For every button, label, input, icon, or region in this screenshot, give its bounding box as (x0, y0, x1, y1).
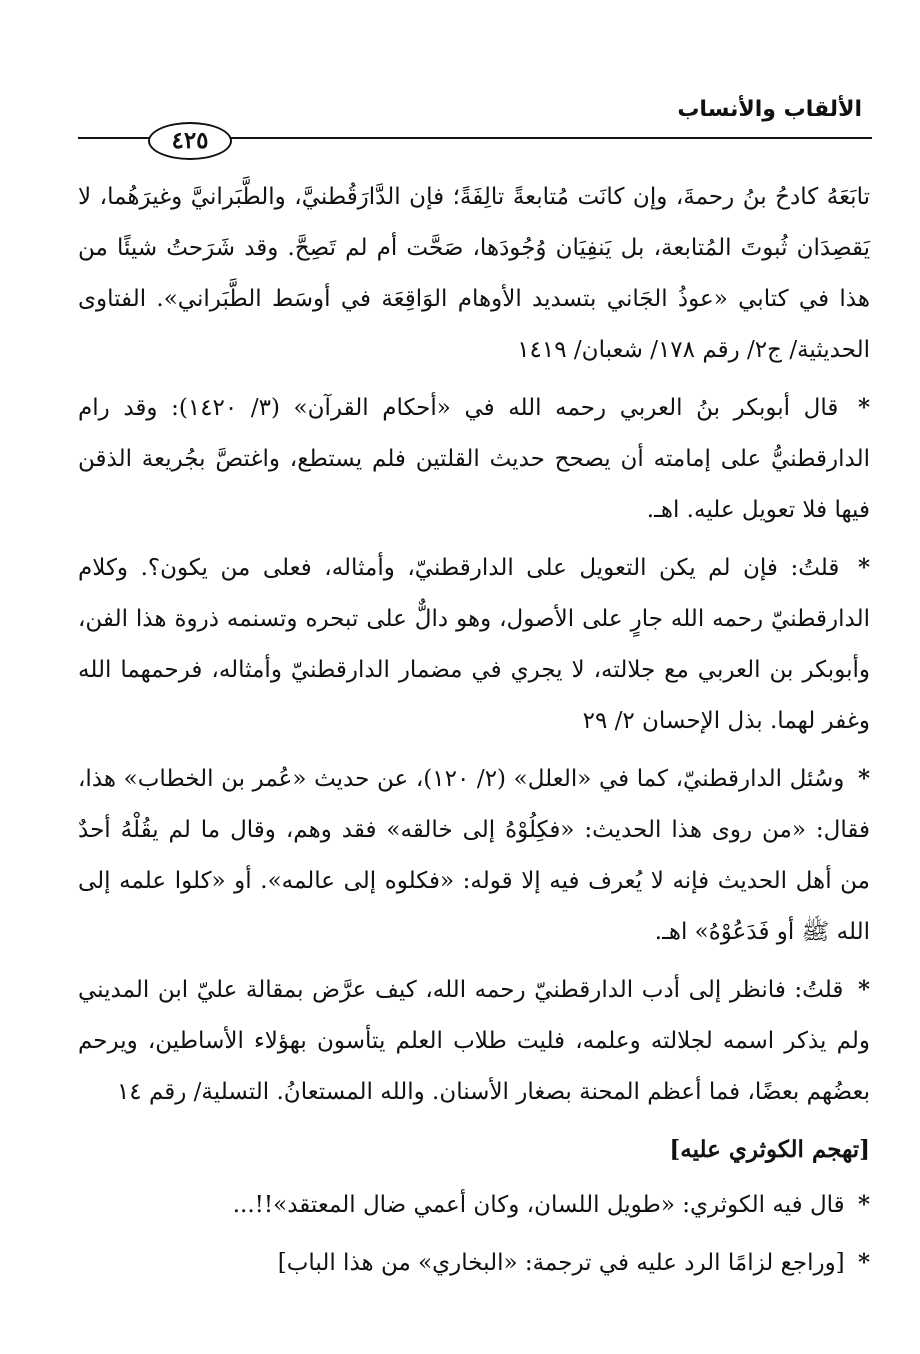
paragraph-4-text: وسُئل الدارقطنيّ، كما في «العلل» (٢/ ١٢٠)، عن حديث «عُمر بن الخطاب» هذا، فقال: «من روى هذا الحديث: «فكِلُوْهُ إلى خالقه» فقد وهم، وقال ما لم يقُلْهُ أحدٌ من أهل الحديث فإنه لا يُعرف فيه إلا قوله: «فكلوه إلى عالمه». أو «كلوا علمه إلى الله ﷺ أو فَدَعُوْهُ» اهـ. (78, 766, 870, 945)
paragraph-2-text: قال أبوبكر بنُ العربي رحمه الله في «أحكام القرآن» (٣/ ١٤٢٠): وقد رام الدارقطنيُّ على إمامته أن يصحح حديث القلتين فلم يستطع، واغتصَّ بجُريعة الذقن فيها فلا تعويل عليه. اهـ. (78, 395, 870, 523)
paragraph-3 (78, 542, 870, 747)
paragraph-1-text: تابَعَهُ كادحُ بنُ رحمةَ، وإن كانَت مُتابعةً تالِفَةً؛ فإن الدَّارَقُطنيَّ، والطَّبَرانيَّ وغيرَهُما، لا يَقصِدَان ثُبوتَ المُتابعة، بل يَنفِيَان وُجُودَها، صَحَّت أم لم تَصِحَّ. وقد شَرَحتُ شيئًا من هذا في كتابي «عوذُ الجَاني بتسديد الأوهام الوَاقِعَة في أوسَط الطَّبَراني». الفتاوى الحديثية/ ج٢/ رقم ١٧٨/ شعبان/ ١٤١٩ (78, 184, 870, 363)
section-item-2-text: [وراجع لزامًا الرد عليه في ترجمة: «البخاري» من هذا الباب] (277, 1250, 845, 1276)
section-item-1-text: قال فيه الكوثري: «طويل اللسان، وكان أعمي ضال المعتقد»!!... (232, 1192, 845, 1218)
paragraph-5 (78, 964, 870, 1118)
running-title: الألقاب والأنساب (677, 97, 862, 122)
section-item-1 (78, 1179, 870, 1231)
paragraph-3-text: قلتُ: فإن لم يكن التعويل على الدارقطنيّ، وأمثاله، فعلى من يكون؟. وكلام الدارقطنيّ رحمه الله جارٍ على الأصول، وهو دالٌّ على تبحره وتسنمه ذروة هذا الفن، وأبوبكر بن العربي مع جلالته، لا يجري في مضمار الدارقطنيّ وأمثاله، فرحمهما الله وغفر لهما. بذل الإحسان ٢/ ٢٩ (78, 555, 870, 734)
paragraph-4 (78, 753, 870, 958)
bullet-star-icon: * (857, 394, 871, 421)
page-number: ٤٢٥ (148, 122, 232, 160)
section-heading: [تهجم الكوثري عليه] (669, 1136, 870, 1163)
body-text (78, 172, 870, 1295)
bullet-star-icon: * (857, 554, 870, 581)
bullet-star-icon: * (857, 976, 870, 1003)
paragraph-1 (78, 172, 870, 376)
bullet-star-icon: * (857, 1249, 870, 1276)
bullet-star-icon: * (857, 1191, 870, 1218)
paragraph-2 (78, 382, 870, 536)
paragraph-5-text: قلتُ: فانظر إلى أدب الدارقطنيّ رحمه الله، كيف عرَّض بمقالة عليّ ابن المديني ولم يذكر اسمه لجلالته وعلمه، فليت طلاب العلم يتأسون بهؤلاء الأساطين، ويرحم بعضُهم بعضًا، فما أعظم المحنة بصغار الأسنان. والله المستعانُ. التسلية/ رقم ١٤ (78, 977, 870, 1105)
section-item-2 (78, 1237, 870, 1289)
bullet-star-icon: * (858, 765, 871, 792)
